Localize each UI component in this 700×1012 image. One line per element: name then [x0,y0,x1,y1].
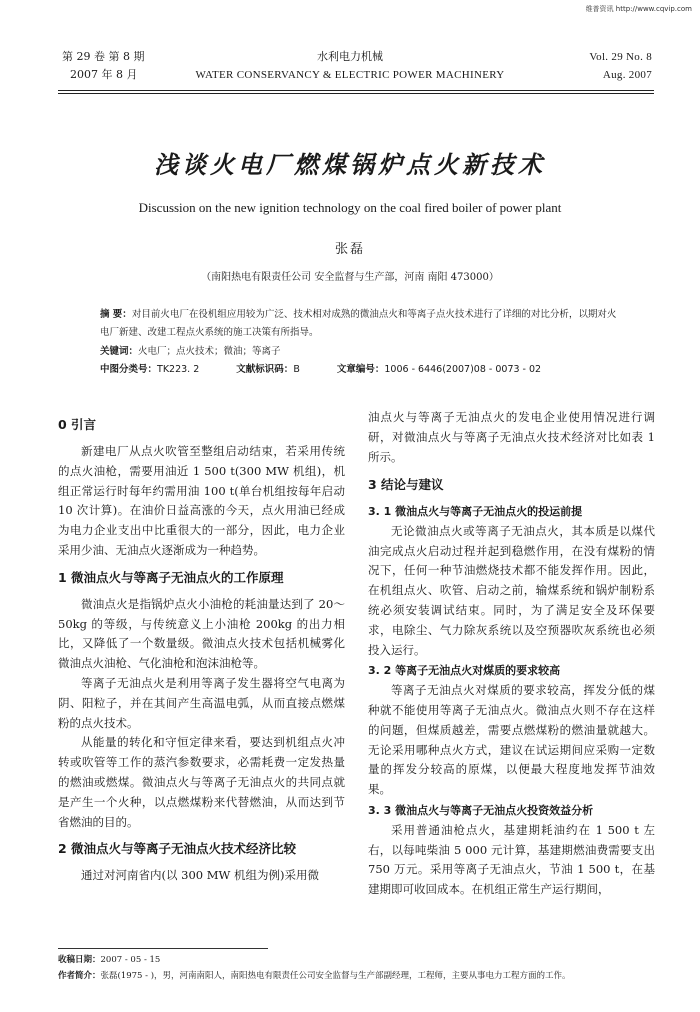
author-name: 张磊 [334,242,365,257]
volume-issue-en: Vol. 29 No. 8 [589,51,652,63]
header-rule-thin [58,93,654,94]
section-1-heading: 1 微油点火与等离子无油点火的工作原理 [58,569,284,585]
section-3-heading: 3 结论与建议 [368,477,444,492]
right-column-continuation [368,408,655,467]
keywords: 火电厂；点火技术；微油；等离子 [138,346,281,357]
author-bio-text: 张磊(1975 - )，男，河南南阳人，南阳热电有限责任公司安全监督与生产部副经理，工程师，主要从事电力工程方面的工作。 [100,971,571,981]
abstract-label: 摘 要： [100,309,132,320]
header-volume-en [589,48,652,84]
section-3-1-paragraph: 无论微油点火或等离子无油点火，其本质是以煤代油完成点火启动过程并起到稳燃作用，在没有煤粉的情况下，任何一种节油燃烧技术都不能发挥作用。因此，在机组点火、吹管、启动之前，输煤系统和锅炉制粉系统必须安装调试结束。同时，为了满足安全及环保要求，电除尘、气力除灰系统以及空预器吹灰系统也必须投入运行。 [368,523,655,657]
abstract [100,306,620,342]
watermark: 维普资讯 http://www.cqvip.com [585,5,692,13]
section-3-2-paragraph: 等离子无油点火对煤质的要求较高，挥发分低的煤种就不能使用等离子无油点火。微油点火则不存在这样的问题，但煤质越差，需要点燃煤粉的燃油量就越大。无论采用哪种点火方式，建议在试运期间应采购一定数量的挥发分较高的原煤，以便最大程度地发挥节油效果。 [368,683,655,797]
section-0-paragraph: 新建电厂从点火吹管至整组启动结束，若采用传统的点火油枪，需要用油近 1 500 t(300 MW 机组)，机组正常运行时每年约需用油 100 t(单台机组按每年启动 10 次计算)。在油价日益高涨的今天，点火用油已经成为电力企业支出中比重很大的一部分，因此，电力企业采用少油、无油点火逐渐成为一种趋势。 [58,444,345,557]
article-title: 浅谈火电厂燃煤锅炉点火新技术 [154,150,546,179]
clc-label: 中图分类号： [100,364,158,375]
section-2-paragraph: 通过对河南省内(以 300 MW 机组为例)采用微 [81,868,319,883]
keywords-line [100,343,620,361]
volume-issue-cn: 第 29 卷 第 8 期 [62,50,145,63]
section-0-heading: 0 引言 [58,417,97,432]
section-1-paragraph-3: 从能量的转化和守恒定律来看，要达到机组点火冲转或吹管等工作的蒸汽参数要求，必需耗费一定发热量的燃油或燃煤。微油点火与等离子无油点火的共同点就是产生一个火种，以点燃煤粉来代替燃油，从而达到节省燃油的目的。 [58,735,345,829]
journal-name-cn: 水利电力机械 [317,50,383,63]
article-title-en: Discussion on the new ignition technology on the coal fired boiler of power plant [138,200,562,215]
affiliation: （南阳热电有限责任公司 安全监督与生产部，河南 南阳 473000） [201,272,499,283]
received-label: 收稿日期： [58,955,101,965]
journal-name-en: WATER CONSERVANCY & ELECTRIC POWER MACHINERY [195,69,505,81]
section-1-paragraph-1: 微油点火是指锅炉点火小油枪的耗油量达到了 20～50kg 的等级，与传统意义上小油枪 200kg 的出力相比，又降低了一个数量级。微油点火技术包括机械雾化微油点火油枪、气化油枪和泡沫油枪等。 [58,596,345,671]
section-3-2-heading: 3. 2 等离子无油点火对煤质的要求较高 [368,664,561,678]
date-cn: 2007 年 8 月 [70,68,138,81]
section-3-1-heading: 3. 1 微油点火与等离子无油点火的投运前提 [368,505,583,518]
clc-code: TK223. 2 [157,364,200,375]
keywords-label: 关键词： [100,346,139,357]
date-en: Aug. 2007 [602,69,652,81]
doccode: B [293,364,300,375]
article-no: 1006 - 6446(2007)08 - 0073 - 02 [384,364,542,375]
received-value: 2007 - 05 - 15 [100,955,161,965]
abstract-text: 对目前火电厂在役机组应用较为广泛、技术相对成熟的微油点火和等离子点火技术进行了详细的对比分析，以期对火电厂新建、改建工程点火系统的施工决策有所指导。 [100,309,617,338]
section-2-paragraph-continued: 油点火与等离子无油点火的发电企业使用情况进行调研，对微油点火与等离子无油点火技术经济对比如表 1 所示。 [368,410,655,464]
section-3-column [368,468,655,900]
article-no-label: 文章编号： [336,364,385,375]
section-1-paragraph-2: 等离子无油点火是利用等离子发生器将空气电离为阴、阳粒子，并在其间产生高温电弧，从而直接点燃煤粉的点火技术。 [58,675,345,730]
classification-line [100,361,620,379]
left-column [58,408,345,886]
footnote-rule [58,948,268,949]
author-bio [58,968,658,984]
author-bio-label: 作者简介： [58,971,101,981]
header-rule-thick [58,90,654,91]
section-3-3-heading: 3. 3 微油点火与等离子无油点火投资效益分析 [368,803,594,817]
doccode-label: 文献标识码： [236,364,294,375]
received-date [58,952,658,968]
section-3-3-paragraph: 采用普通油枪点火，基建期耗油约在 1 500 t 左右，以每吨柴油 5 000 元计算，基建期燃油费需要支出 750 万元。采用等离子无油点火，节油 1 500 t，在基建期即可收回成本。在机组正常生产运行期间， [368,822,655,897]
section-2-heading: 2 微油点火与等离子无油点火技术经济比较 [58,841,297,857]
